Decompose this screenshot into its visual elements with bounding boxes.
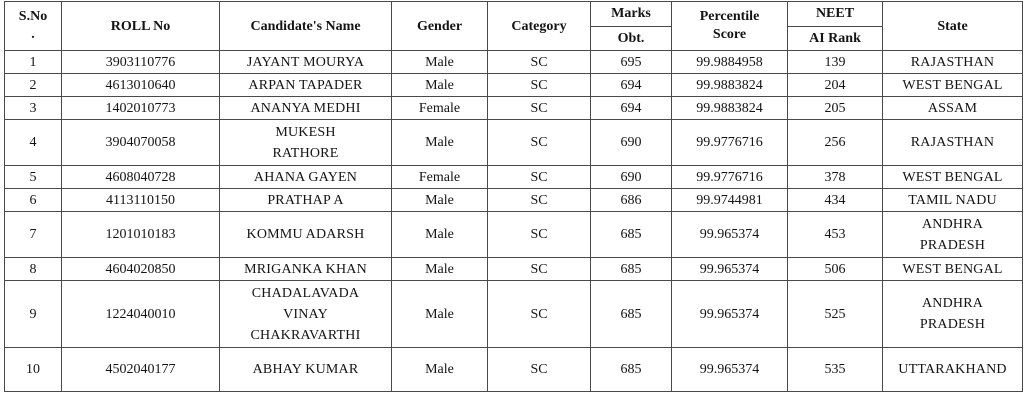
cell-gender: Male [392,51,488,74]
cell-name: MUKESH RATHORE [220,120,392,166]
cell-state: RAJASTHAN [883,120,1023,166]
header-row-top [5,2,1023,27]
header-name: Candidate's Name [220,2,392,51]
cell-marks: 685 [591,348,672,392]
cell-category: SC [488,120,591,166]
cell-gender: Male [392,189,488,212]
cell-rank: 535 [788,348,883,392]
cell-roll: 4608040728 [62,166,220,189]
cell-marks: 685 [591,212,672,258]
cell-roll: 4502040177 [62,348,220,392]
cell-category: SC [488,166,591,189]
header-state: State [883,2,1023,51]
cell-gender: Male [392,212,488,258]
table-row [5,120,1023,166]
cell-percentile: 99.9776716 [672,166,788,189]
cell-state: ANDHRA PRADESH [883,212,1023,258]
table-row [5,51,1023,74]
cell-percentile: 99.9744981 [672,189,788,212]
cell-state: WEST BENGAL [883,74,1023,97]
table-row [5,281,1023,348]
cell-category: SC [488,212,591,258]
cell-percentile: 99.9884958 [672,51,788,74]
cell-sno: 5 [5,166,62,189]
cell-sno: 2 [5,74,62,97]
cell-category: SC [488,348,591,392]
cell-rank: 204 [788,74,883,97]
cell-gender: Male [392,348,488,392]
table-row [5,166,1023,189]
cell-rank: 378 [788,166,883,189]
table-row [5,74,1023,97]
header-gender: Gender [392,2,488,51]
header-sno-line1: S.No [18,9,48,24]
cell-gender: Female [392,97,488,120]
cell-gender: Female [392,166,488,189]
cell-roll: 4113110150 [62,189,220,212]
cell-category: SC [488,258,591,281]
cell-category: SC [488,51,591,74]
cell-category: SC [488,281,591,348]
cell-rank: 205 [788,97,883,120]
header-sno-line2: . [31,27,35,42]
cell-sno: 9 [5,281,62,348]
cell-name: ARPAN TAPADER [220,74,392,97]
cell-state: ASSAM [883,97,1023,120]
table-row [5,212,1023,258]
cell-percentile: 99.9883824 [672,74,788,97]
cell-name: MRIGANKA KHAN [220,258,392,281]
cell-name: JAYANT MOURYA [220,51,392,74]
cell-name: CHADALAVADA VINAY CHAKRAVARTHI [220,281,392,348]
cell-rank: 256 [788,120,883,166]
cell-name: ABHAY KUMAR [220,348,392,392]
cell-sno: 1 [5,51,62,74]
cell-roll: 3903110776 [62,51,220,74]
header-neet-top: NEET [788,2,883,27]
table-body [5,51,1023,392]
table-header [5,2,1023,51]
cell-name: AHANA GAYEN [220,166,392,189]
cell-gender: Male [392,258,488,281]
cell-marks: 685 [591,258,672,281]
cell-sno: 10 [5,348,62,392]
results-table-container [4,1,1022,392]
cell-sno: 6 [5,189,62,212]
cell-state: UTTARAKHAND [883,348,1023,392]
cell-roll: 1402010773 [62,97,220,120]
table-row [5,258,1023,281]
table-row [5,189,1023,212]
cell-sno: 7 [5,212,62,258]
cell-category: SC [488,74,591,97]
table-row [5,97,1023,120]
cell-percentile: 99.9776716 [672,120,788,166]
header-category: Category [488,2,591,51]
cell-sno: 3 [5,97,62,120]
cell-marks: 694 [591,97,672,120]
table-row [5,348,1023,392]
header-marks-bottom: Obt. [591,26,672,51]
header-percentile-line1: Percentile [699,9,760,24]
header-percentile [672,2,788,51]
cell-state: WEST BENGAL [883,258,1023,281]
cell-rank: 453 [788,212,883,258]
cell-roll: 4604020850 [62,258,220,281]
neet-results-table [4,1,1023,392]
cell-state: ANDHRA PRADESH [883,281,1023,348]
cell-rank: 434 [788,189,883,212]
cell-marks: 686 [591,189,672,212]
cell-marks: 690 [591,120,672,166]
cell-name: PRATHAP A [220,189,392,212]
cell-name: ANANYA MEDHI [220,97,392,120]
header-marks-top: Marks [591,2,672,27]
cell-marks: 694 [591,74,672,97]
header-percentile-line2: Score [712,27,747,42]
header-neet-bottom: AI Rank [788,26,883,51]
cell-marks: 690 [591,166,672,189]
cell-roll: 4613010640 [62,74,220,97]
cell-roll: 1224040010 [62,281,220,348]
cell-percentile: 99.965374 [672,212,788,258]
cell-roll: 1201010183 [62,212,220,258]
header-sno [5,2,62,51]
cell-gender: Male [392,74,488,97]
cell-category: SC [488,189,591,212]
cell-marks: 695 [591,51,672,74]
cell-roll: 3904070058 [62,120,220,166]
cell-rank: 139 [788,51,883,74]
cell-percentile: 99.965374 [672,348,788,392]
cell-gender: Male [392,281,488,348]
cell-state: WEST BENGAL [883,166,1023,189]
cell-percentile: 99.9883824 [672,97,788,120]
header-roll: ROLL No [62,2,220,51]
cell-name: KOMMU ADARSH [220,212,392,258]
cell-percentile: 99.965374 [672,281,788,348]
cell-percentile: 99.965374 [672,258,788,281]
cell-gender: Male [392,120,488,166]
cell-rank: 525 [788,281,883,348]
cell-state: TAMIL NADU [883,189,1023,212]
cell-sno: 4 [5,120,62,166]
cell-sno: 8 [5,258,62,281]
cell-rank: 506 [788,258,883,281]
cell-state: RAJASTHAN [883,51,1023,74]
cell-marks: 685 [591,281,672,348]
cell-category: SC [488,97,591,120]
